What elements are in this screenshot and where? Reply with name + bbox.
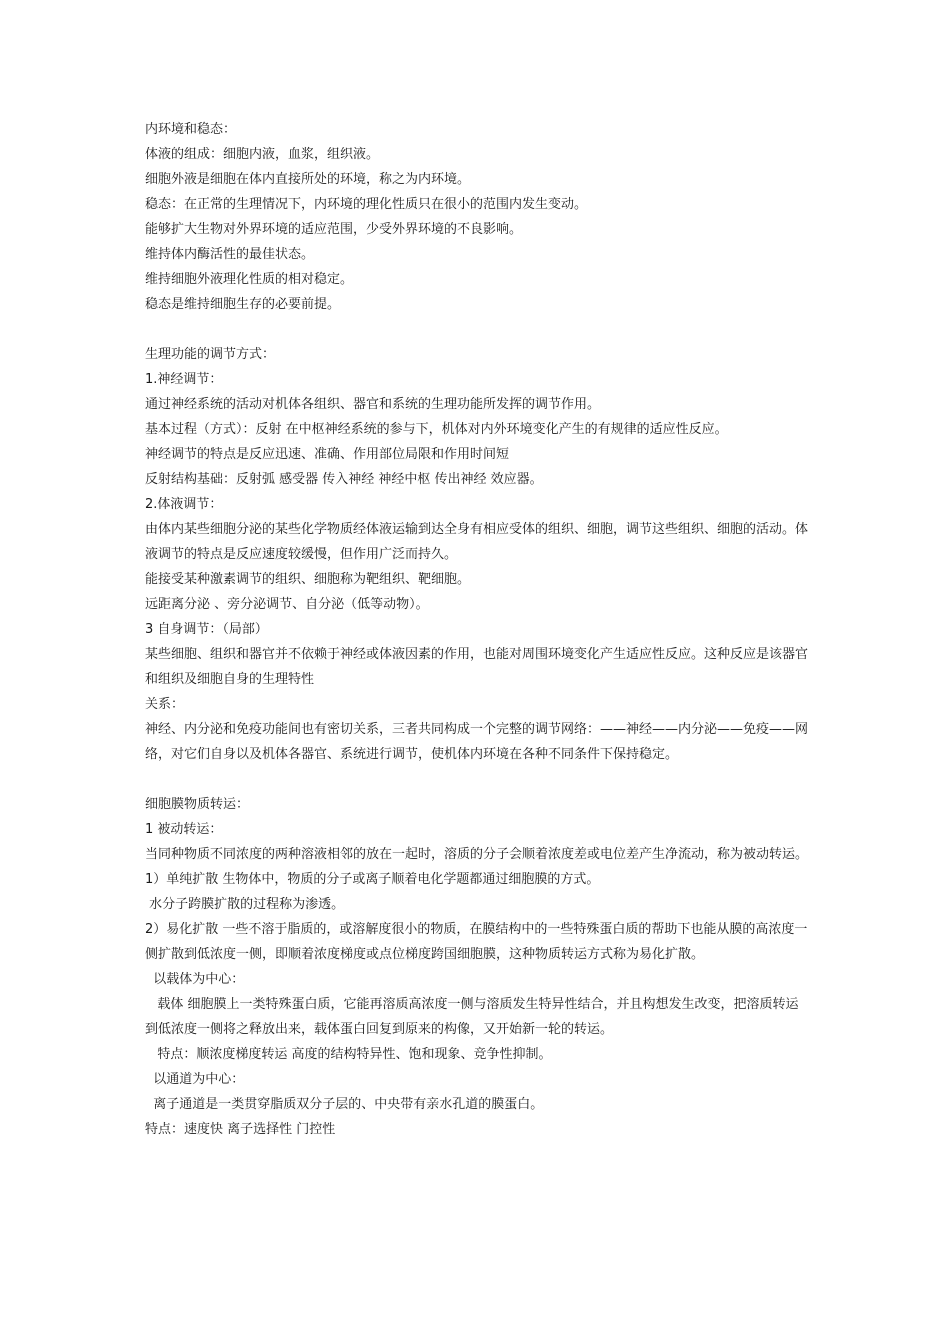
blank-line	[145, 767, 810, 792]
text-line: 反射结构基础：反射弧 感受器 传入神经 神经中枢 传出神经 效应器。	[145, 472, 543, 487]
text-line: 水分子跨膜扩散的过程称为渗透。	[145, 897, 345, 912]
section-heading-membrane-transport: 细胞膜物质转运：	[145, 797, 250, 812]
subheading-neural: 1.神经调节：	[145, 372, 223, 387]
text-line: 稳态：在正常的生理情况下，内环境的理化性质只在很小的范围内发生变动。	[145, 197, 588, 212]
text-line: 体液的组成：细胞内液，血浆，组织液。	[145, 147, 380, 162]
subheading-autoregulation: 3 自身调节：（局部）	[145, 622, 268, 637]
text-line: 神经调节的特点是反应迅速、准确、作用部位局限和作用时间短	[145, 447, 510, 462]
section-heading-homeostasis: 内环境和稳态：	[145, 122, 237, 137]
section-heading-regulation: 生理功能的调节方式：	[145, 347, 276, 362]
text-line: 以通道为中心：	[145, 1072, 245, 1087]
text-paragraph: 当同种物质不同浓度的两种溶液相邻的放在一起时，溶质的分子会顺着浓度差或电位差产生净流动，称为被动转运。	[145, 847, 809, 862]
text-line: 远距离分泌 、旁分泌调节、自分泌（低等动物）。	[145, 597, 429, 612]
text-line: 维持体内酶活性的最佳状态。	[145, 247, 315, 262]
text-paragraph: 某些细胞、组织和器官并不依赖于神经或体液因素的作用，也能对周围环境变化产生适应性反应。这种反应是该器官和组织及细胞自身的生理特性	[145, 647, 809, 687]
text-paragraph: 由体内某些细胞分泌的某些化学物质经体液运输到达全身有相应受体的组织、细胞，调节这些组织、细胞的活动。体液调节的特点是反应速度较缓慢，但作用广泛而持久。	[145, 522, 809, 562]
text-paragraph: 载体 细胞膜上一类特殊蛋白质，它能再溶质高浓度一侧与溶质发生特异性结合，并且构想发生改变，把溶质转运到低浓度一侧将之释放出来，载体蛋白回复到原来的构像，又开始新一轮的转运。	[145, 997, 799, 1037]
text-line: 以载体为中心：	[145, 972, 245, 987]
text-line: 1）单纯扩散 生物体中，物质的分子或离子顺着电化学题都通过细胞膜的方式。	[145, 872, 600, 887]
text-paragraph: 2）易化扩散 一些不溶于脂质的，或溶解度很小的物质，在膜结构中的一些特殊蛋白质的帮助下也能从膜的高浓度一侧扩散到低浓度一侧，即顺着浓度梯度或点位梯度跨国细胞膜，这种物质转运方式称为易化扩散。	[145, 922, 808, 962]
subheading-passive-transport: 1 被动转运：	[145, 822, 223, 837]
text-line: 稳态是维持细胞生存的必要前提。	[145, 297, 341, 312]
document-page	[145, 117, 810, 1142]
text-line: 能接受某种激素调节的组织、细胞称为靶组织、靶细胞。	[145, 572, 471, 587]
text-line: 特点：顺浓度梯度转运 高度的结构特异性、饱和现象、竞争性抑制。	[145, 1047, 552, 1062]
blank-line	[145, 317, 810, 342]
text-line: 维持细胞外液理化性质的相对稳定。	[145, 272, 354, 287]
text-line: 能够扩大生物对外界环境的适应范围，少受外界环境的不良影响。	[145, 222, 523, 237]
text-paragraph: 神经、内分泌和免疫功能间也有密切关系，三者共同构成一个完整的调节网络：——神经——内分泌——免疫——网络，对它们自身以及机体各器官、系统进行调节，使机体内环境在各种不同条件下保持稳定。	[145, 722, 809, 762]
text-line: 细胞外液是细胞在体内直接所处的环境，称之为内环境。	[145, 172, 471, 187]
subheading-humoral: 2.体液调节：	[145, 497, 223, 512]
subheading-relationship: 关系：	[145, 697, 185, 712]
text-line: 离子通道是一类贯穿脂质双分子层的、中央带有亲水孔道的膜蛋白。	[145, 1097, 544, 1112]
text-line: 通过神经系统的活动对机体各组织、器官和系统的生理功能所发挥的调节作用。	[145, 397, 601, 412]
text-line: 特点：速度快 离子选择性 门控性	[145, 1122, 336, 1137]
text-line: 基本过程（方式）：反射 在中枢神经系统的参与下，机体对内外环境变化产生的有规律的适应性反应。	[145, 422, 728, 437]
